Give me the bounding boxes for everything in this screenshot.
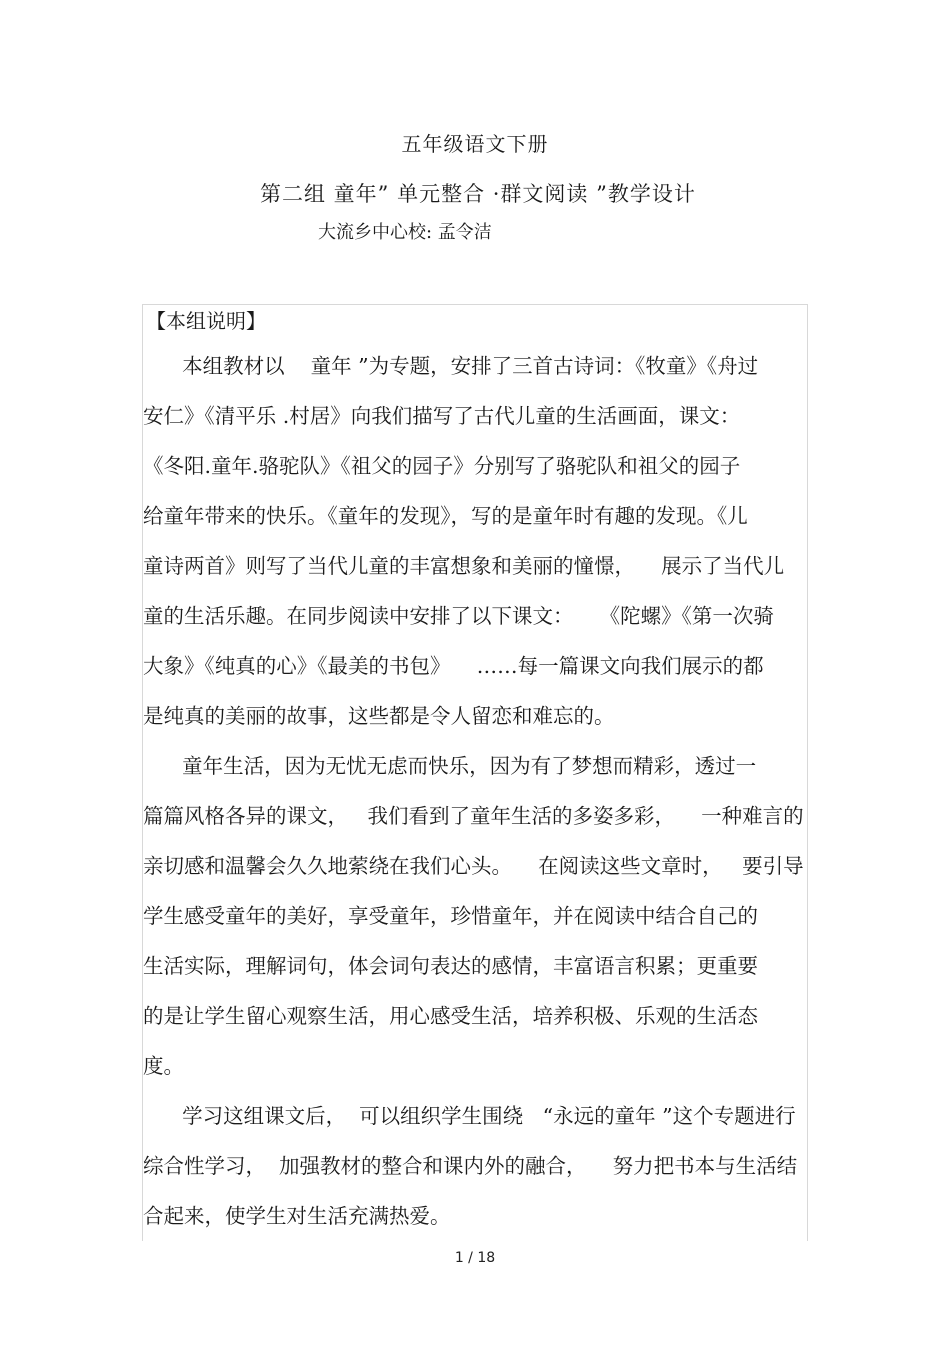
document-subtitle: 第二组 童年” 单元整合 ·群文阅读 ”教学设计 xyxy=(260,182,696,206)
paragraph-line: 安仁》《清平乐 .村居》向我们描写了古代儿童的生活画面，课文： xyxy=(143,404,741,428)
paragraph-line: 童诗两首》则写了当代儿童的丰富想象和美丽的憧憬， 展示了当代儿 xyxy=(143,554,785,578)
paragraph-line: 度。 xyxy=(143,1054,184,1078)
section-heading: 【本组说明】 xyxy=(146,309,266,333)
paragraph-line: 大象》《纯真的心》《最美的书包》 ……每一篇课文向我们展示的都 xyxy=(143,654,764,678)
page-number: 1 / 18 xyxy=(454,1250,496,1266)
paragraph-line: 亲切感和温馨会久久地萦绕在我们心头。 在阅读这些文章时， 要引导 xyxy=(143,854,804,878)
paragraph-line: 本组教材以 童年 ”为专题，安排了三首古诗词：《牧童》《舟过 xyxy=(143,354,759,378)
paragraph-line: 是纯真的美丽的故事，这些都是令人留恋和难忘的。 xyxy=(143,704,615,728)
paragraph-line: 学生感受童年的美好，享受童年，珍惜童年，并在阅读中结合自己的 xyxy=(143,904,758,928)
paragraph-line: 篇篇风格各异的课文， 我们看到了童年生活的多姿多彩， 一种难言的 xyxy=(143,804,804,828)
document-title: 五年级语文下册 xyxy=(401,132,549,156)
paragraph-line: 合起来，使学生对生活充满热爱。 xyxy=(143,1204,451,1228)
paragraph-line: 生活实际，理解词句，体会词句表达的感情，丰富语言积累；更重要 xyxy=(143,954,758,978)
paragraph-line: 童年生活，因为无忧无虑而快乐，因为有了梦想而精彩，透过一 xyxy=(143,754,757,778)
paragraph-line: 综合性学习， 加强教材的整合和课内外的融合， 努力把书本与生活结 xyxy=(143,1154,798,1178)
paragraph-line: 学习这组课文后， 可以组织学生围绕 “永远的童年 ”这个专题进行 xyxy=(143,1104,796,1128)
author-line: 大流乡中心校: 孟令洁 xyxy=(318,222,492,243)
paragraph-line: 《冬阳.童年.骆驼队》《祖父的园子》分别写了骆驼队和祖父的园子 xyxy=(143,454,741,478)
paragraph-line: 童的生活乐趣。在同步阅读中安排了以下课文： 《陀螺》《第一次骑 xyxy=(143,604,774,628)
paragraph-line: 的是让学生留心观察生活，用心感受生活，培养积极、乐观的生活态 xyxy=(143,1004,758,1028)
paragraph-line: 给童年带来的快乐。《童年的发现》，写的是童年时有趣的发现。《儿 xyxy=(143,504,748,528)
